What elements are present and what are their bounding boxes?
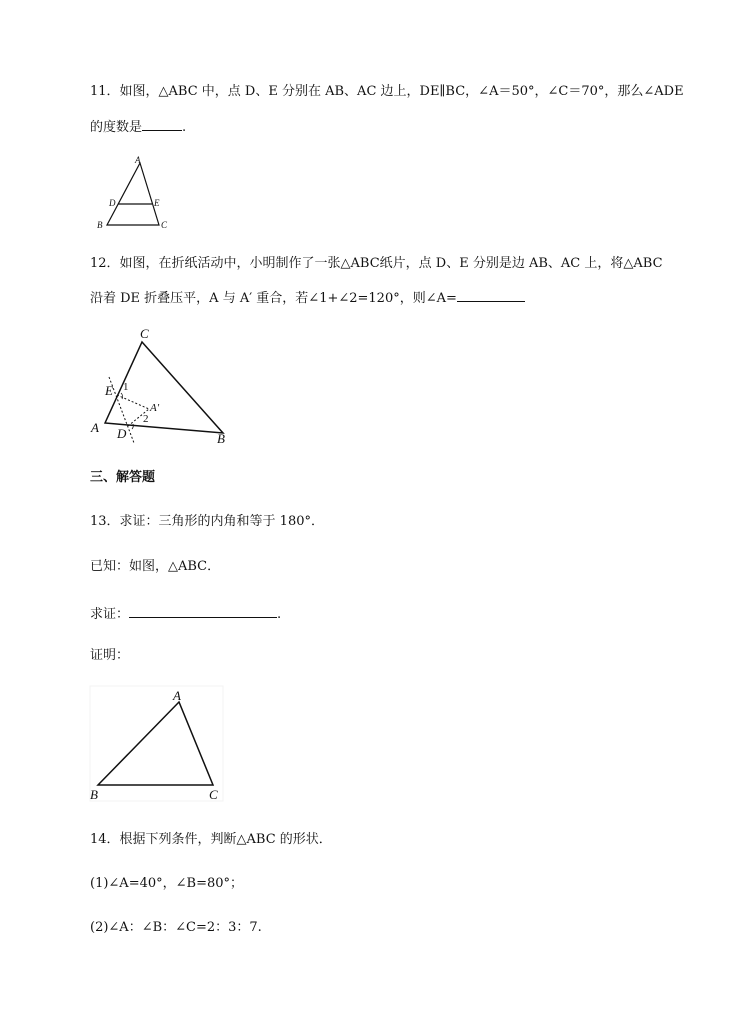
q12-line1: 12．如图，在折纸活动中，小明制作了一张△ABC纸片，点 D、E 分别是边 AB、AC 上，将△ABC xyxy=(90,256,663,271)
q11-line2 xyxy=(90,116,186,137)
q14-item2: (2)∠A：∠B：∠C=2：3：7. xyxy=(90,920,262,935)
q12-label-angle2: 2 xyxy=(143,413,149,425)
q13-prove-blank[interactable] xyxy=(129,603,277,618)
q13-proof-label: 证明： xyxy=(90,648,130,663)
q12-answer-blank[interactable] xyxy=(457,287,525,302)
q13-prove-line xyxy=(90,603,281,624)
q12-folding-figure xyxy=(85,322,245,452)
q11-triangle xyxy=(107,163,159,225)
q13-prove-suffix: . xyxy=(277,607,282,622)
q11-triangle-figure xyxy=(95,155,175,235)
q12-label-b: B xyxy=(217,431,225,446)
q13-triangle-figure xyxy=(85,686,225,804)
q13-line1: 13．求证：三角形的内角和等于 180°． xyxy=(90,514,324,529)
q12-angle1-arc xyxy=(121,393,123,399)
q12-line2-text: 沿着 DE 折叠压平，A 与 A′ 重合，若∠1+∠2=120°，则∠A= xyxy=(90,291,457,306)
q11-answer-blank[interactable] xyxy=(142,116,182,131)
q11-line2-suffix: . xyxy=(182,120,187,135)
q13-figure-frame xyxy=(90,686,223,801)
q13-triangle xyxy=(98,702,213,785)
q13-prove-prefix: 求证： xyxy=(90,607,130,622)
q14-item1: (1)∠A=40°，∠B=80°； xyxy=(90,876,244,891)
q12-label-c: C xyxy=(140,326,149,341)
q11-label-a: A xyxy=(135,155,141,165)
q12-line2 xyxy=(90,287,525,308)
q11-label-b: B xyxy=(97,220,103,230)
q13-label-c: C xyxy=(209,787,218,802)
q13-label-a: A xyxy=(173,688,181,703)
q13-given: 已知：如图，△ABC． xyxy=(90,559,221,574)
q11-line1: 11．如图，△ABC 中，点 D、E 分别在 AB、AC 边上，DE∥BC，∠A＝50°，∠C＝70°，那么∠ADE xyxy=(90,84,684,99)
q12-label-e: E xyxy=(105,383,113,398)
q12-segment-ea-prime xyxy=(117,395,149,409)
q11-line2-prefix: 的度数是 xyxy=(90,120,143,135)
q11-label-e: E xyxy=(154,198,160,208)
q12-label-a-prime: A′ xyxy=(150,402,160,414)
q14-line1: 14．根据下列条件，判断△ABC 的形状． xyxy=(90,832,332,847)
q12-label-d: D xyxy=(117,426,127,441)
q12-label-a: A xyxy=(91,420,99,435)
section-heading: 三、解答题 xyxy=(90,470,156,485)
q12-label-angle1: 1 xyxy=(123,381,129,393)
q13-label-b: B xyxy=(90,787,98,802)
q11-label-c: C xyxy=(161,220,168,230)
q11-label-d: D xyxy=(109,198,116,208)
